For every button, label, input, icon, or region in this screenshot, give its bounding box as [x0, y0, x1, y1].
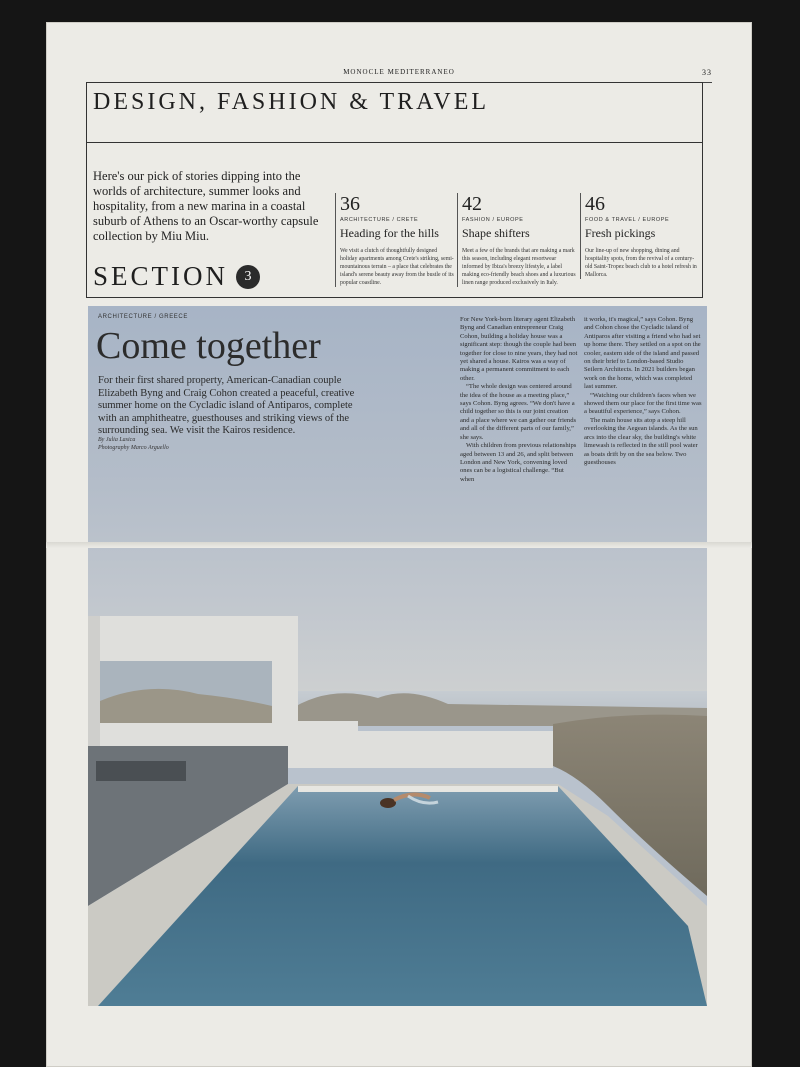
body-paragraph: “Watching our children's faces when we showed them our place for the first time was a beautiful experience,” says Cohon.	[584, 391, 702, 416]
teaser-headline: Heading for the hills	[340, 226, 439, 240]
newspaper-page	[46, 22, 752, 1067]
section-title: DESIGN, FASHION & TRAVEL	[87, 83, 702, 143]
article-headline: Come together	[96, 325, 321, 367]
photo-credit: Photography Marco Arguello	[98, 445, 169, 451]
teaser-column[interactable]	[457, 193, 577, 287]
teaser-kicker: FOOD & TRAVEL / EUROPE	[585, 217, 670, 223]
body-paragraph: For New York-born literary agent Elizabeth Byng and Canadian entrepreneur Craig Cohon, building a holiday house was a significant step: though the couple had been together for close to nine years, they had not yet shared a house. Kairos was a way of making a permanent commitment to each other.	[460, 316, 578, 382]
teaser-kicker: FASHION / EUROPE	[462, 217, 524, 223]
article-byline	[98, 436, 169, 452]
teaser-headline: Fresh pickings	[585, 226, 656, 240]
sun-lounger	[96, 761, 186, 781]
page-number: 33	[702, 68, 712, 77]
teaser-column[interactable]	[580, 193, 700, 279]
author-credit: By Julia Lasica	[98, 437, 136, 443]
teaser-headline: Shape shifters	[462, 226, 530, 240]
article-kicker: ARCHITECTURE / GREECE	[98, 314, 188, 320]
body-paragraph: “The whole design was centered around the idea of the house as a meeting place,” says Cohon. Byng agrees. “We don't have a child together so this is our joint creation and a place where we can gather our friends and all of the different parts of our family,” she says.	[460, 383, 577, 441]
body-paragraph: it works, it's magical,” says Cohon. Byng and Cohon chose the Cycladic island of Antiparos after visiting a friend who had set up home there. They settled on a spot on the cooler, eastern side of the island and passed on their brief to London-based Studio Seilern Architects. In 2021 builders began work on the home, which was completed last summer.	[584, 316, 701, 391]
feature-article	[88, 306, 707, 1006]
body-paragraph: The main house sits atop a steep hill overlooking the Aegean islands. As the sun arcs into the clear sky, the building's white limewash is reflected in the still pool water as boats drift by on the sea below. Two guesthouses	[584, 416, 698, 466]
teaser-page-number: 36	[340, 193, 360, 215]
section-number-badge: 3	[236, 265, 260, 289]
swimmer	[380, 798, 396, 808]
teaser-kicker: ARCHITECTURE / CRETE	[340, 217, 419, 223]
section-label-text: SECTION	[93, 261, 228, 291]
teaser-page-number: 46	[585, 193, 605, 215]
article-body-column-1	[460, 316, 578, 484]
teaser-column[interactable]	[335, 193, 455, 287]
publication-name: MONOCLE MEDITERRANEO	[343, 68, 455, 76]
article-body-column-2	[584, 316, 702, 467]
article-standfirst: For their first shared property, American-Canadian couple Elizabeth Byng and Craig Cohon created a peaceful, creative summer home on the Cycladic island of Antiparos, complete with an amphitheatre, guesthouses and striking views of the surrounding sea. We visit the Kairos residence.	[98, 375, 355, 436]
running-head	[86, 68, 712, 83]
section-header-box	[86, 82, 703, 298]
teaser-body: We visit a clutch of thoughtfully designed holiday apartments among Crete's striking, semi-mountainous terrain – a place that celebrates the island's serene beauty away from the bustle of its popular coastline.	[340, 248, 454, 286]
section-label	[93, 261, 260, 292]
teaser-page-number: 42	[462, 193, 482, 215]
teaser-body: Meet a few of the brands that are making a mark this season, including elegant resortwear informed by Ibiza's breezy lifestyle, a label making eco-friendly beach shoes and a luxurious linen range produced exclusively in Italy.	[462, 248, 576, 286]
body-paragraph: With children from previous relationships aged between 13 and 26, and split between London and New York, convening loved ones can be a logistical challenge. “But when	[460, 442, 577, 483]
section-intro: Here's our pick of stories dipping into the worlds of architecture, summer looks and hospitality, from a new marina in a coastal suburb of Athens to an Oscar-worthy capsule collection by Miu Miu.	[93, 169, 319, 243]
teaser-body: Our line-up of new shopping, dining and hospitality spots, from the revival of a century-old Saint-Tropez beach club to a hotel refresh in Mallorca.	[585, 248, 697, 278]
